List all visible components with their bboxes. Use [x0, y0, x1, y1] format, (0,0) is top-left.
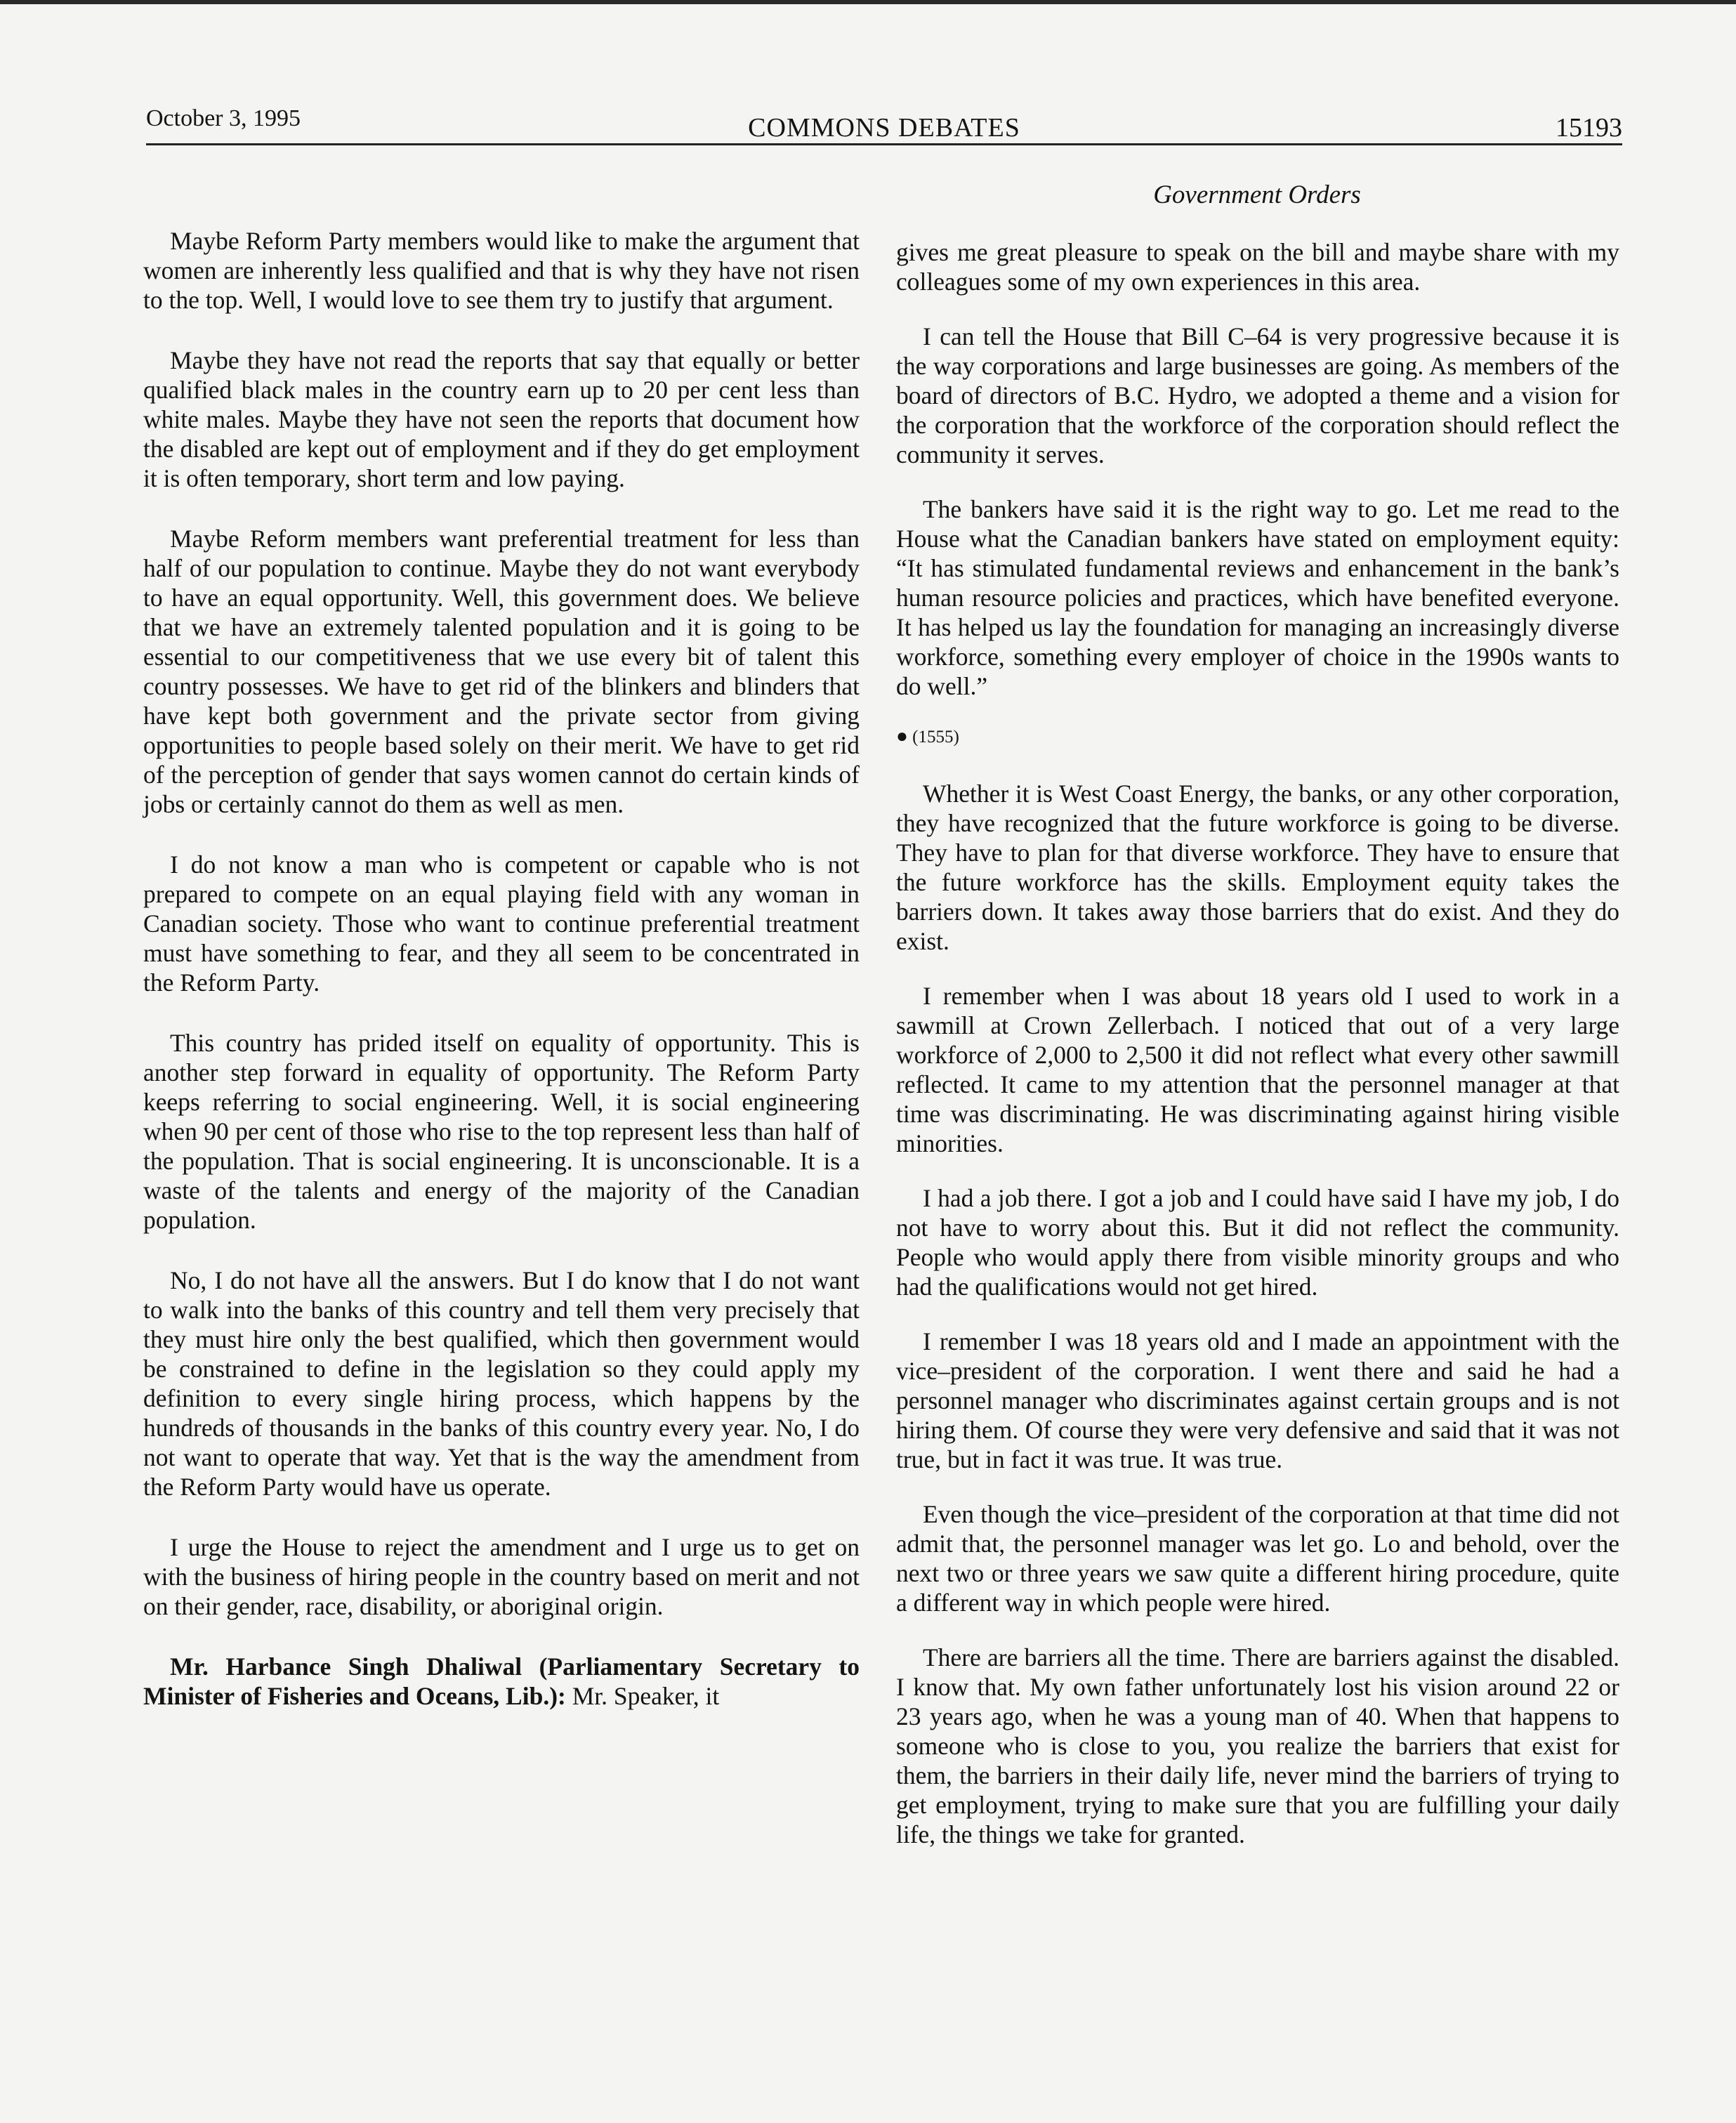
paragraph: Maybe they have not read the reports that say that equally or better qualified black males in the country earn up to 20 per cent less than white males. Maybe they have not seen the reports that document how the disabled are kept out of employment and if they do get employment it is often temporary, short term and low paying.: [143, 346, 860, 492]
paragraph: I remember when I was about 18 years old I used to work in a sawmill at Crown Zellerbach. I noticed that out of a very large workforce of 2,000 to 2,500 it did not reflect what every other sawmill reflected. It came to my attention that the personnel manager at that time was discriminating. He was discriminating against hiring visible minorities.: [896, 982, 1619, 1157]
paragraph: This country has prided itself on equality of opportunity. This is another step forward in equality of opportunity. The Reform Party keeps referring to social engineering. Well, it is social engineering when 90 per cent of those who rise to the top represent less than half of the population. That is social engineering. It is unconscionable. It is a waste of the talents and energy of the majority of the Canadian population.: [143, 1029, 860, 1234]
header-page-number: 15193: [1556, 113, 1622, 143]
paragraph: I do not know a man who is competent or capable who is not prepared to compete on an equal playing field with any woman in Canadian society. Those who want to continue preferential treatment must have something to fear, and they all seem to be concentrated in the Reform Party.: [143, 850, 860, 997]
section-heading: Government Orders: [1153, 180, 1361, 209]
header-title: COMMONS DEBATES: [748, 113, 1020, 143]
paragraph: I urge the House to reject the amendment and I urge us to get on with the business of hiring people in the country based on merit and not on their gender, race, disability, or aboriginal origin.: [143, 1533, 860, 1620]
scan-top-edge: [0, 0, 1736, 4]
paragraph: There are barriers all the time. There are barriers against the disabled. I know that. My own father unfortunately lost his vision around 22 or 23 years ago, when he was a young man of 40. When that happens to someone who is close to you, you realize the barriers that exist for them, the barriers in their daily life, never mind the barriers of trying to get employment, trying to make sure that you are fulfilling your daily life, the things we take for granted.: [896, 1643, 1619, 1848]
paragraph: No, I do not have all the answers. But I do know that I do not want to walk into the banks of this country and tell them very precisely that they must hire only the best qualified, which then government would be constrained to define in the legislation so they could apply my definition to every single hiring process, which happens by the hundreds of thousands in the banks of this country every year. No, I do not want to operate that way. Yet that is the way the amendment from the Reform Party would have us operate.: [143, 1266, 860, 1501]
paragraph: I had a job there. I got a job and I could have said I have my job, I do not have to worry about this. But it did not reflect the community. People who would apply there from visible minority groups and who had the qualifications would not get hired.: [896, 1184, 1619, 1301]
paragraph-continuation: gives me great pleasure to speak on the bill and maybe share with my colleagues some of my own experiences in this area.: [896, 238, 1619, 296]
paragraph: Maybe Reform members want preferential treatment for less than half of our population to continue. Maybe they do not want everybody to have an equal opportunity. Well, this government does. We believe that we have an extremely talented population and it is going to be essential to our competitiveness that we use every bit of talent this country possesses. We have to get rid of the blinkers and blinders that have kept both government and the private sector from giving opportunities to people based solely on their merit. We have to get rid of the perception of gender that says women cannot do certain kinds of jobs or certainly cannot do them as well as men.: [143, 525, 860, 818]
header-rule: [146, 143, 1622, 145]
timestamp: [896, 726, 1619, 748]
speaker-paragraph: [143, 1652, 860, 1711]
timestamp-text: (1555): [912, 728, 959, 747]
header-date: October 3, 1995: [146, 105, 301, 131]
bullet-icon: ●: [896, 725, 908, 747]
right-column: [896, 237, 1619, 1874]
speaker-opening: Mr. Speaker, it: [565, 1682, 720, 1710]
speaker-name: Mr. Harbance Singh Dhaliwal (Parliamentary Secretary to Minister of Fisheries and Oceans, Lib.):: [143, 1652, 860, 1710]
paragraph: Maybe Reform Party members would like to make the argument that women are inherently less qualified and that is why they have not risen to the top. Well, I would love to see them try to justify that argument.: [143, 227, 860, 314]
paragraph: I can tell the House that Bill C–64 is very progressive because it is the way corporations and large businesses are going. As members of the board of directors of B.C. Hydro, we adopted a theme and a vision for the corporation that the workforce of the corporation should reflect the community it serves.: [896, 322, 1619, 468]
paragraph: The bankers have said it is the right way to go. Let me read to the House what the Canadian bankers have stated on employment equity: “It has stimulated fundamental reviews and enhancement in the bank’s human resource policies and practices, which have benefited everyone. It has helped us lay the foundation for managing an increasingly diverse workforce, something every employer of choice in the 1990s wants to do well.”: [896, 495, 1619, 700]
paragraph: I remember I was 18 years old and I made an appointment with the vice–president of the corporation. I went there and said he had a personnel manager who discriminates against certain groups and is not hiring them. Of course they were very defensive and said that it was not true, but in fact it was true. It was true.: [896, 1327, 1619, 1473]
paragraph: Whether it is West Coast Energy, the banks, or any other corporation, they have recognized that the future workforce is going to be diverse. They have to plan for that diverse workforce. They have to ensure that the future workforce has the skills. Employment equity takes the barriers down. It takes away those barriers that do exist. And they do exist.: [896, 780, 1619, 955]
running-header: [146, 98, 1622, 143]
paragraph: Even though the vice–president of the corporation at that time did not admit that, the personnel manager was let go. Lo and behold, over the next two or three years we saw quite a different hiring procedure, quite a different way in which people were hired.: [896, 1500, 1619, 1617]
left-column: [143, 226, 860, 1742]
